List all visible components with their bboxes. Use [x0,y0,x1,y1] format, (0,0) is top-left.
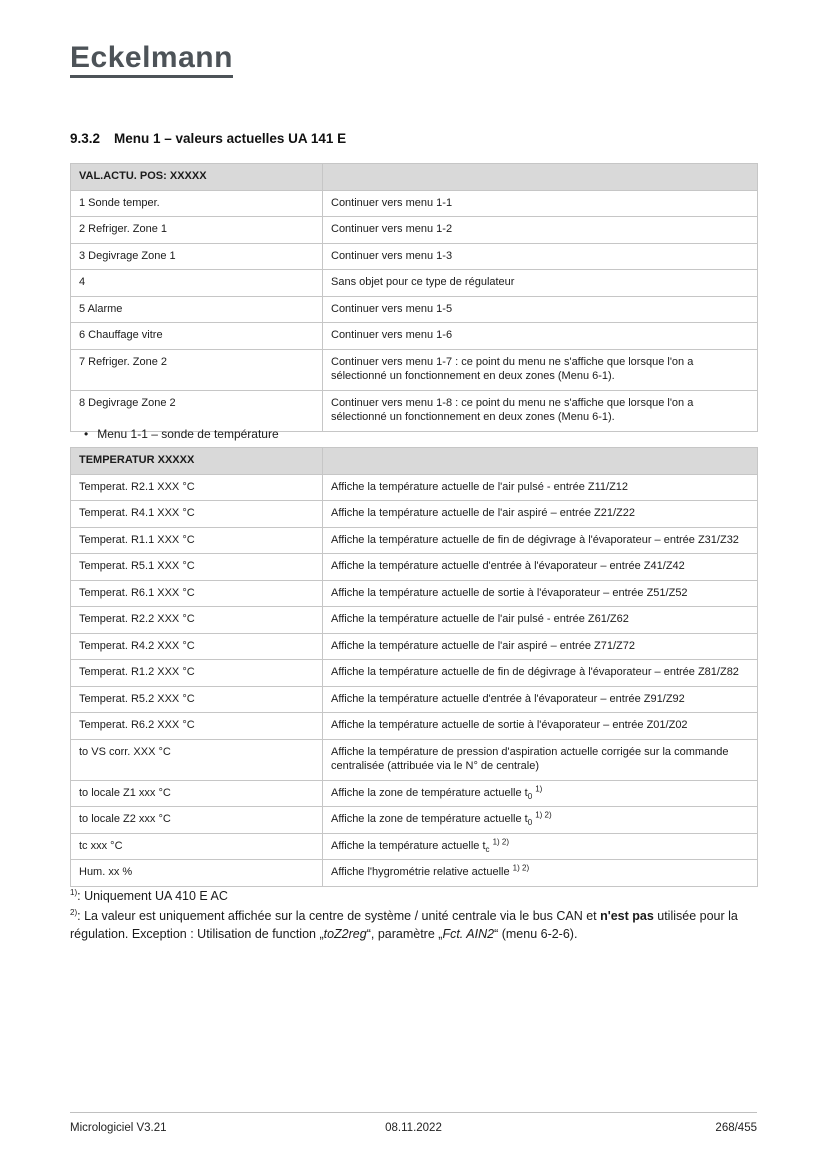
cell-description: Affiche la température actuelle de l'air pulsé - entrée Z61/Z62 [323,607,758,634]
table-row [71,501,758,528]
bullet-text: Menu 1-1 – sonde de température [97,427,279,441]
table-row [71,833,758,860]
cell-key: Temperat. R2.2 XXX °C [71,607,323,634]
table-row [71,390,758,431]
table-row [71,527,758,554]
cell-key: to locale Z1 xxx °C [71,780,323,807]
cell-description: Affiche l'hygrométrie relative actuelle $^{1) 2)}$ [323,860,758,887]
cell-key: Temperat. R4.2 XXX °C [71,633,323,660]
cell-description: Affiche la zone de température actuelle $t_0$ $^{1) 2)}$ [323,807,758,834]
cell-key: Temperat. R2.1 XXX °C [71,474,323,501]
bullet-item [84,427,279,441]
cell-description: Continuer vers menu 1-1 [323,190,758,217]
temperature-table [70,447,758,887]
cell-key: 2 Refriger. Zone 1 [71,217,323,244]
cell-key: Temperat. R6.2 XXX °C [71,713,323,740]
eckelmann-logo: Eckelmann [70,42,233,78]
cell-description: Affiche la température actuelle de l'air aspiré – entrée Z71/Z72 [323,633,758,660]
menu1-table-container [70,163,758,432]
cell-key: Temperat. R1.2 XXX °C [71,660,323,687]
cell-description: Affiche la température actuelle d'entrée à l'évaporateur – entrée Z41/Z42 [323,554,758,581]
cell-description: Affiche la température actuelle de sortie à l'évaporateur – entrée Z01/Z02 [323,713,758,740]
table-row [71,349,758,390]
table-row [71,270,758,297]
cell-description: Affiche la température actuelle de fin de dégivrage à l'évaporateur – entrée Z31/Z32 [323,527,758,554]
table-row [71,190,758,217]
cell-key: tc xxx °C [71,833,323,860]
cell-key: 6 Chauffage vitre [71,323,323,350]
cell-description: Continuer vers menu 1-6 [323,323,758,350]
table-row [71,217,758,244]
cell-key: 1 Sonde temper. [71,190,323,217]
cell-description: Affiche la zone de température actuelle $t_0$ $^{1)}$ [323,780,758,807]
cell-description: Affiche la température actuelle de l'air pulsé - entrée Z11/Z12 [323,474,758,501]
cell-description: Continuer vers menu 1-8 : ce point du menu ne s'affiche que lorsque l'on a sélectionné un fonctionnement en deux zones (Menu 6-1). [323,390,758,431]
table-row [71,739,758,780]
cell-key: 5 Alarme [71,296,323,323]
table-header-row [71,164,758,191]
table-row [71,686,758,713]
footer-page-number: 268/455 [715,1122,757,1134]
table-header-cell-empty [323,448,758,475]
cell-description: Affiche la température actuelle de sortie à l'évaporateur – entrée Z51/Z52 [323,580,758,607]
cell-key: 4 [71,270,323,297]
footer-date: 08.11.2022 [385,1122,442,1134]
table-row [71,323,758,350]
table-row [71,660,758,687]
section-number: 9.3.2 [70,131,101,146]
cell-description: Affiche la température de pression d'aspiration actuelle corrigée sur la commande centralisée (attribuée via le N° de centrale) [323,739,758,780]
cell-key: 8 Degivrage Zone 2 [71,390,323,431]
table-row [71,474,758,501]
cell-key: Hum. xx % [71,860,323,887]
table-row [71,607,758,634]
table-row [71,296,758,323]
cell-description: Continuer vers menu 1-3 [323,243,758,270]
cell-description: Affiche la température actuelle de l'air aspiré – entrée Z21/Z22 [323,501,758,528]
cell-key: 3 Degivrage Zone 1 [71,243,323,270]
table-header-row [71,448,758,475]
cell-description: Continuer vers menu 1-5 [323,296,758,323]
table-header-cell: TEMPERATUR XXXXX [71,448,323,475]
table-header-cell-empty [323,164,758,191]
temperature-table-body [71,474,758,886]
bullet-icon: • [84,427,89,441]
header [70,42,233,78]
section-title [70,131,346,146]
footnote-1: $^{1)}$: Uniquement UA 410 E AC [70,887,228,903]
table-row [71,860,758,887]
footnote-2: $^{2)}$: La valeur est uniquement affichée sur la centre de système / unité centrale via le bus CAN et n'est pas utilisée pour la régulation. Exception : Utilisation de function „toZ2reg“, paramètre „Fct. AIN2“ (menu 6-2-6). [70,907,738,941]
cell-description: Affiche la température actuelle d'entrée à l'évaporateur – entrée Z91/Z92 [323,686,758,713]
cell-description: Affiche la température actuelle de fin de dégivrage à l'évaporateur – entrée Z81/Z82 [323,660,758,687]
table-row [71,554,758,581]
menu1-table [70,163,758,432]
table-row [71,633,758,660]
page-footer [70,1112,757,1134]
temperature-table-container [70,447,758,887]
table-row [71,243,758,270]
table-row [71,580,758,607]
cell-key: to locale Z2 xxx °C [71,807,323,834]
table-header-cell: VAL.ACTU. POS: XXXXX [71,164,323,191]
table-row [71,807,758,834]
cell-description: Affiche la température actuelle $t_c$ $^{1) 2)}$ [323,833,758,860]
cell-description: Continuer vers menu 1-7 : ce point du menu ne s'affiche que lorsque l'on a sélectionné un fonctionnement en deux zones (Menu 6-1). [323,349,758,390]
cell-key: Temperat. R5.1 XXX °C [71,554,323,581]
cell-key: to VS corr. XXX °C [71,739,323,780]
footnotes [70,888,757,945]
cell-description: Continuer vers menu 1-2 [323,217,758,244]
menu1-table-body [71,190,758,431]
footer-version: Micrologiciel V3.21 [70,1122,167,1134]
cell-key: Temperat. R6.1 XXX °C [71,580,323,607]
cell-key: 7 Refriger. Zone 2 [71,349,323,390]
cell-key: Temperat. R1.1 XXX °C [71,527,323,554]
section-title-text: Menu 1 – valeurs actuelles UA 141 E [114,131,347,146]
table-row [71,713,758,740]
cell-key: Temperat. R5.2 XXX °C [71,686,323,713]
table-row [71,780,758,807]
cell-description: Sans objet pour ce type de régulateur [323,270,758,297]
cell-key: Temperat. R4.1 XXX °C [71,501,323,528]
